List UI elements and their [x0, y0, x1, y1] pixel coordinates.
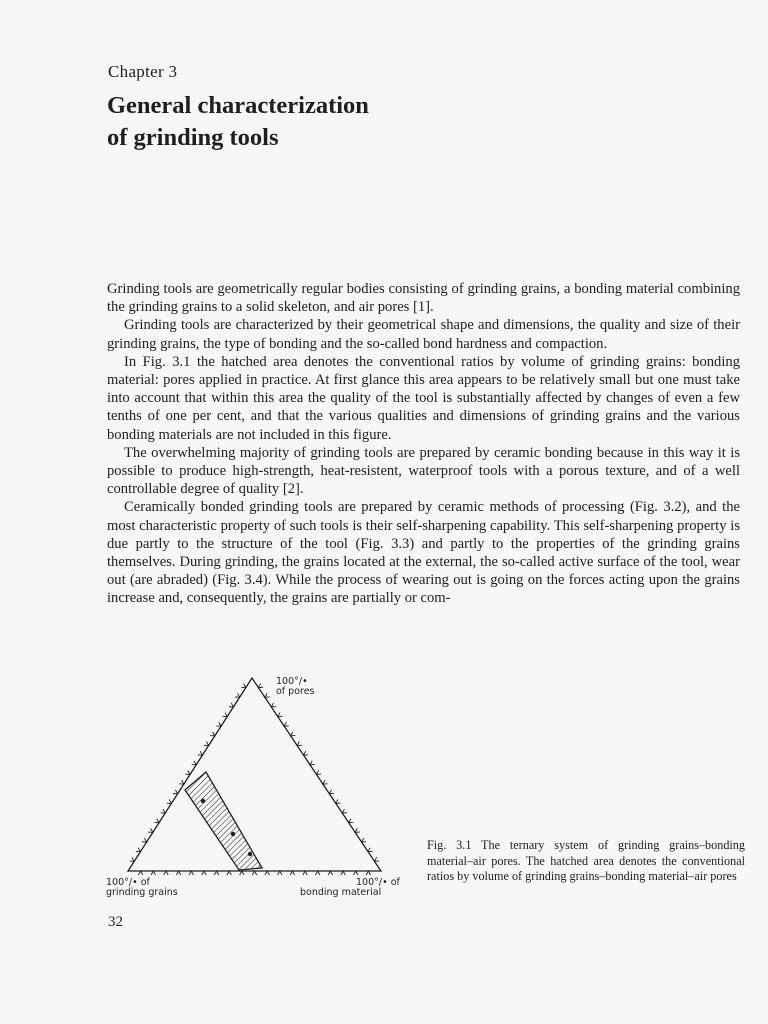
paragraph: Grinding tools are characterized by their geometrical shape and dimensions, the quality and size of their grinding grains, the type of bonding and the so-called bond hardness and compaction.	[107, 317, 740, 352]
tick-mark	[223, 713, 228, 717]
tick-mark	[167, 799, 172, 803]
chapter-title-line-1: General characterization	[107, 92, 369, 119]
tick-mark	[284, 722, 289, 726]
tick-mark	[142, 838, 147, 842]
tick-mark	[154, 819, 159, 823]
tick-mark	[271, 703, 276, 707]
tick-mark	[362, 838, 367, 842]
tick-mark	[241, 684, 246, 688]
data-point	[248, 852, 252, 856]
data-point	[201, 799, 205, 803]
tick-mark	[310, 761, 315, 765]
ternary-diagram	[108, 672, 408, 902]
ternary-figure	[108, 672, 408, 902]
tick-mark	[130, 857, 135, 861]
tick-mark	[278, 713, 283, 717]
page-number: 32	[108, 914, 123, 930]
tick-mark	[349, 819, 354, 823]
ternary-ticks	[130, 684, 379, 875]
tick-mark	[355, 828, 360, 832]
tick-mark	[317, 770, 322, 774]
paragraph: Grinding tools are geometrically regular bodies consisting of grinding grains, a bonding material combining the grinding grains to a solid skeleton, and air pores [1].	[107, 281, 740, 316]
chapter-title-line-2: of grinding tools	[107, 124, 279, 151]
chapter-title	[107, 90, 369, 154]
tick-mark	[329, 790, 334, 794]
tick-mark	[323, 780, 328, 784]
tick-mark	[235, 693, 240, 697]
chapter-label: Chapter 3	[108, 62, 178, 81]
paragraph: In Fig. 3.1 the hatched area denotes the conventional ratios by volume of grinding grains: bonding material: pores applied in practice. At first glance this area appears to be relatively small but one must take into account that within this area the quality of the tool is substantially affected by changes of even a few tenths of one per cent, and that the various qualities and dimensions of grinding grains and the various bonding materials are not included in this figure.	[107, 353, 740, 443]
label-pores-value: 100°/•	[276, 676, 308, 687]
tick-mark	[265, 693, 270, 697]
label-grinding-grains-value: 100°/• of	[106, 877, 150, 888]
label-grinding-grains: grinding grains	[106, 887, 178, 898]
paragraph: Ceramically bonded grinding tools are prepared by ceramic methods of processing (Fig. 3.2), and the most characteristic property of such tools is their self-sharpening capability. This self-sharpening property is due partly to the structure of the tool (Fig. 3.3) and partly to the properties of the grinding grains themselves. During grinding, the grains located at the external, the so-called active surface of the tool, wear out (are abraded) (Fig. 3.4). While the process of wearing out is going on the forces acting upon the grains increase and, consequently, the grains are partially or com-	[107, 499, 740, 607]
tick-mark	[173, 790, 178, 794]
label-bonding-material-value: 100°/• of	[356, 877, 400, 888]
body-text	[107, 280, 740, 608]
tick-mark	[204, 742, 209, 746]
tick-mark	[258, 684, 263, 688]
tick-mark	[342, 809, 347, 813]
tick-mark	[210, 732, 215, 736]
paragraph: The overwhelming majority of grinding tools are prepared by ceramic bonding because in this way it is possible to produce high-strength, heat-resistent, waterproof tools with a porous texture, and of a well controllable degree of quality [2].	[107, 444, 740, 498]
tick-mark	[229, 703, 234, 707]
tick-mark	[148, 828, 153, 832]
tick-mark	[291, 732, 296, 736]
label-bonding-material: bonding material	[300, 887, 382, 898]
tick-mark	[375, 857, 380, 861]
tick-mark	[161, 809, 166, 813]
tick-mark	[216, 722, 221, 726]
tick-mark	[297, 741, 302, 745]
ternary-triangle	[128, 678, 381, 871]
data-point	[231, 832, 235, 836]
figure-caption: Fig. 3.1 The ternary system of grinding grains–bonding material–air pores. The hatched area denotes the conventional ratios by volume of grinding grains–bonding material–air pores	[427, 838, 745, 883]
tick-mark	[192, 761, 197, 765]
tick-mark	[336, 799, 341, 803]
label-pores: of pores	[276, 686, 315, 697]
tick-mark	[136, 848, 141, 852]
tick-mark	[179, 780, 184, 784]
tick-mark	[185, 770, 190, 774]
tick-mark	[368, 848, 373, 852]
tick-mark	[304, 751, 309, 755]
tick-mark	[198, 751, 203, 755]
